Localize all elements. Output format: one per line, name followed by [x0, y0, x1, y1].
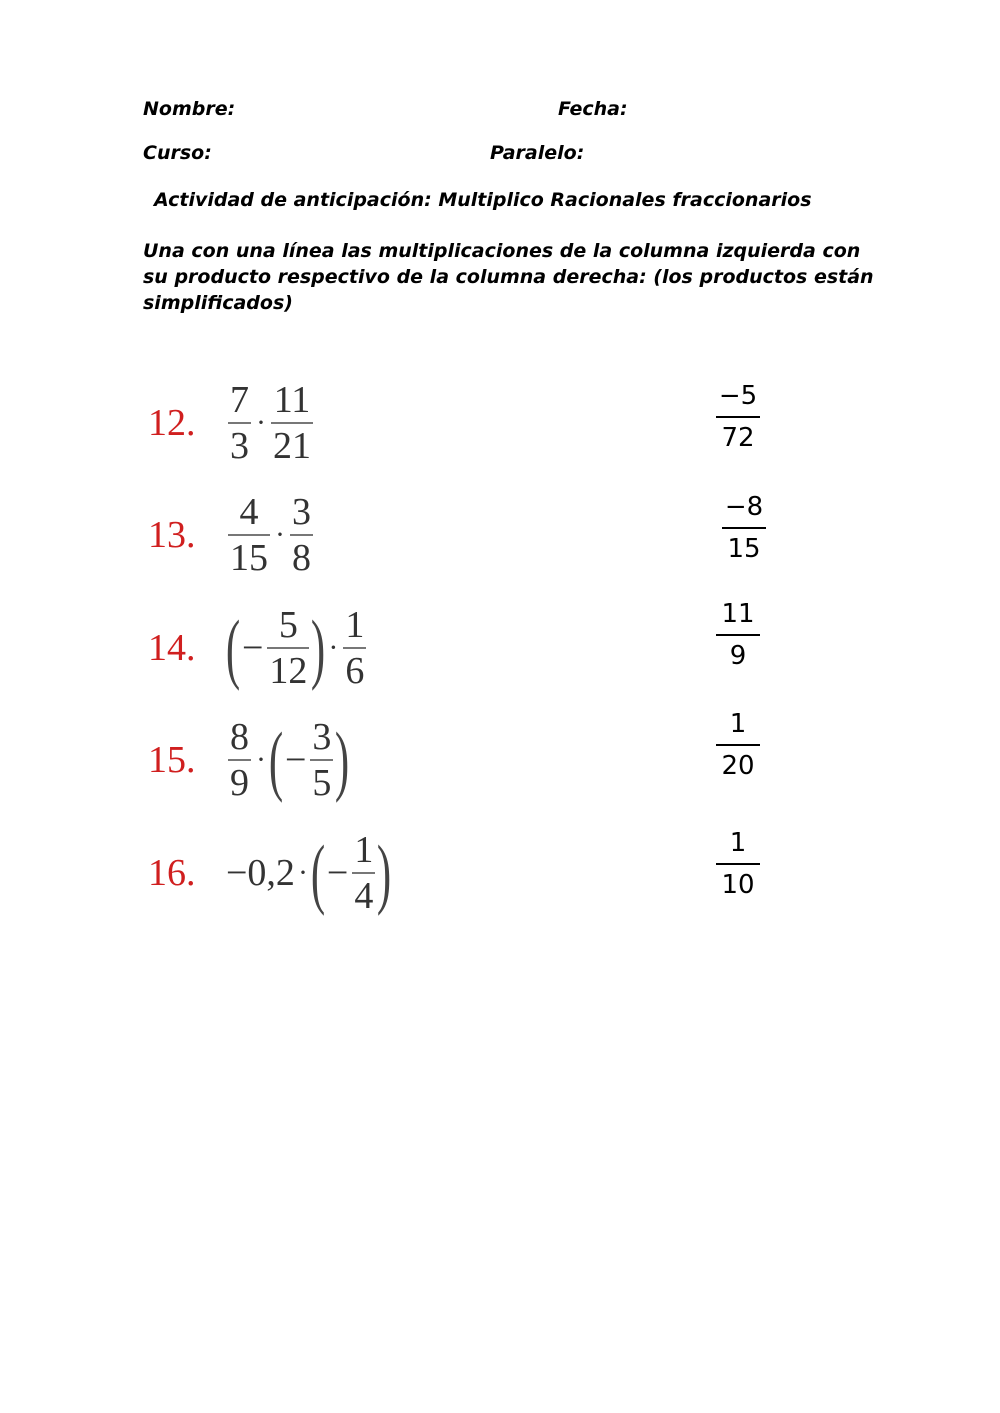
- problem-16: [148, 823, 391, 923]
- instructions: Una con una línea las multiplicaciones de la columna izquierda con su producto respectivo de la columna derecha: (los productos están simplificados): [143, 240, 874, 314]
- fraction-bar: [716, 863, 760, 865]
- page-title: Actividad de anticipación: Multiplico Racionales fraccionarios: [154, 189, 812, 211]
- curso-label: Curso:: [143, 142, 212, 164]
- answer-numerator: −8: [724, 492, 764, 522]
- answer-5: [690, 830, 786, 898]
- answer-3: [690, 601, 786, 669]
- answer-denominator: 72: [721, 423, 755, 453]
- answer-numerator: 11: [721, 599, 755, 629]
- fraction-bar: [716, 744, 760, 746]
- right-paren: ): [311, 604, 326, 691]
- multiply-dot: ·: [256, 406, 266, 439]
- problem-13: [148, 485, 315, 585]
- fecha-label: Fecha:: [558, 98, 628, 120]
- answer-1: [690, 383, 786, 451]
- decimal-value: −0,2: [226, 852, 295, 894]
- problem-expression: [226, 831, 391, 915]
- multiply-dot: ·: [275, 518, 285, 551]
- answer-denominator: 15: [727, 534, 761, 564]
- minus-sign: −: [326, 852, 349, 894]
- answer-denominator: 10: [721, 870, 755, 900]
- problem-expression: [226, 493, 315, 577]
- fraction: $\frac{1}{4}$: [354, 829, 374, 917]
- fraction-bar: [716, 634, 760, 636]
- problem-12: [148, 373, 315, 473]
- problem-expression: [226, 718, 349, 802]
- problem-14: [148, 598, 368, 698]
- multiply-dot: ·: [256, 743, 266, 776]
- problem-number: 15.: [148, 739, 196, 781]
- fraction: $\frac{8}{9}$: [230, 716, 249, 804]
- fraction: $\frac{3}{5}$: [312, 716, 332, 804]
- problem-15: [148, 710, 349, 810]
- answer-numerator: 1: [729, 709, 747, 739]
- paralelo-label: Paralelo:: [490, 142, 585, 164]
- problem-expression: [226, 606, 368, 690]
- answer-denominator: 20: [721, 751, 755, 781]
- right-paren: ): [377, 829, 392, 916]
- multiply-dot: ·: [328, 631, 339, 664]
- nombre-label: Nombre:: [143, 98, 236, 120]
- problem-expression: [226, 381, 315, 465]
- answer-numerator: −5: [718, 381, 758, 411]
- problem-number: 13.: [148, 514, 196, 556]
- fraction-bar: [716, 416, 760, 418]
- fraction: $\frac{5}{12}$: [269, 604, 308, 692]
- answer-numerator: 1: [729, 828, 747, 858]
- minus-sign: −: [284, 739, 307, 781]
- answer-4: [690, 711, 786, 779]
- fraction: $\frac{11}{21}$: [273, 379, 311, 467]
- fraction: $\frac{1}{6}$: [345, 604, 365, 692]
- problem-number: 12.: [148, 402, 196, 444]
- problem-number: 14.: [148, 627, 196, 669]
- problem-number: 16.: [148, 852, 196, 894]
- left-paren: (: [268, 716, 284, 803]
- fraction-bar: [722, 527, 766, 529]
- fraction: $\frac{3}{8}$: [292, 491, 311, 579]
- answer-2: [696, 494, 792, 562]
- multiply-dot: ·: [297, 856, 308, 889]
- left-paren: (: [225, 604, 241, 691]
- left-paren: (: [310, 829, 326, 916]
- answer-denominator: 9: [729, 641, 747, 671]
- right-paren: ): [335, 716, 350, 803]
- fraction: $\frac{7}{3}$: [230, 379, 249, 467]
- fraction: $\frac{4}{15}$: [230, 491, 268, 579]
- minus-sign: −: [241, 627, 264, 669]
